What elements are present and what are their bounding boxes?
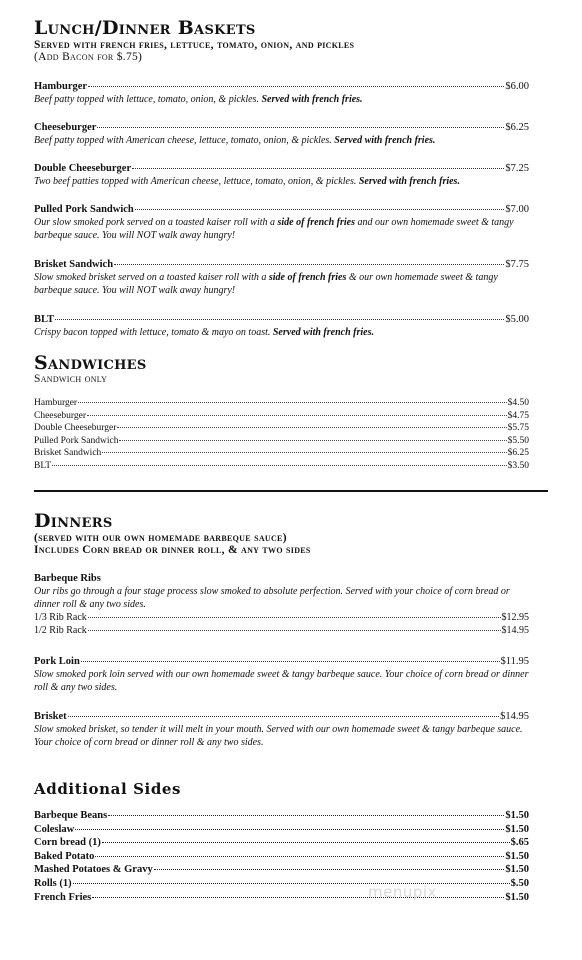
item-price: $7.25 (505, 163, 529, 174)
sandwiches-list (34, 397, 529, 473)
basket-item-hamburger (34, 80, 529, 106)
item-description: Beef patty topped with American cheese, lettuce, tomato, onion, & pickles. Served with french fries. (34, 135, 436, 146)
dinners-subtitle: (served with our own homemade barbeque sauce) (34, 532, 287, 544)
dinner-item-ribs (34, 572, 529, 637)
item-name: Hamburger (34, 81, 88, 92)
item-description: Slow smoked brisket served on a toasted kaiser roll with a side of french fries & our own homemade sweet & tangy barbeque sauce. You will NOT walk away hungry! (34, 272, 498, 296)
list-item: French Fries $1.50 (34, 891, 529, 903)
list-item: BLT $3.50 (34, 460, 529, 471)
basket-item-blt (34, 313, 529, 339)
sandwiches-title: Sandwiches (34, 352, 147, 374)
sandwiches-subtitle: Sandwich only (34, 373, 108, 385)
item-description: Beef patty topped with lettuce, tomato, onion, & pickles. Served with french fries. (34, 94, 363, 105)
item-description: Two beef patties topped with American cheese, lettuce, tomato, onion, & pickles. Served with french fries. (34, 176, 460, 187)
leader-dots (132, 168, 504, 169)
leader-dots (55, 319, 504, 320)
item-name: Cheeseburger (34, 122, 97, 133)
rib-option: 1/2 Rib Rack $14.95 (34, 625, 529, 636)
sides-section (34, 779, 529, 799)
item-description: Our slow smoked pork served on a toasted kaiser roll with a side of french fries and our own homemade sweet & tangy barbeque sauce. You will NOT walk away hungry! (34, 217, 514, 241)
item-name: Pulled Pork Sandwich (34, 204, 134, 215)
dinner-item-pork-loin (34, 655, 529, 694)
item-price: $6.00 (505, 81, 529, 92)
item-name: Double Cheeseburger (34, 163, 132, 174)
sandwiches-section (34, 353, 529, 385)
leader-dots (68, 716, 499, 717)
list-item: Brisket Sandwich $6.25 (34, 448, 529, 459)
item-price: $11.95 (500, 656, 529, 667)
list-item: Corn bread (1) $.65 (34, 837, 529, 849)
list-item: Baked Potato $1.50 (34, 850, 529, 862)
list-item: Rolls (1) $.50 (34, 877, 529, 889)
dinners-section (34, 511, 529, 556)
item-name: Pork Loin (34, 656, 80, 667)
section-divider (34, 490, 548, 492)
dinners-includes: Includes Corn bread or dinner roll, & any two sides (34, 544, 311, 556)
item-name: Brisket Sandwich (34, 259, 114, 270)
leader-dots (97, 127, 504, 128)
dinner-item-brisket (34, 710, 529, 749)
baskets-section (34, 18, 529, 63)
rib-option: 1/3 Rib Rack $12.95 (34, 612, 529, 623)
item-description: Our ribs go through a four stage process slow smoked to absolute perfection. Served with your choice of corn bread or dinner roll & any two sides. (34, 586, 510, 610)
leader-dots (135, 209, 505, 210)
item-price: $14.95 (500, 711, 529, 722)
leader-dots (114, 264, 504, 265)
leader-dots (81, 661, 500, 662)
basket-item-brisket-sandwich (34, 258, 529, 297)
sides-title: Additional Sides (34, 780, 182, 798)
dinners-title: Dinners (34, 510, 113, 532)
item-price: $7.00 (505, 204, 529, 215)
item-name: BLT (34, 314, 55, 325)
item-description: Slow smoked brisket, so tender it will melt in your mouth. Served with our own homemade sweet & tangy barbeque sauce. Your choice of corn bread or dinner roll & any two sides. (34, 724, 523, 748)
item-price: $6.25 (505, 122, 529, 133)
item-name: Brisket (34, 711, 67, 722)
basket-item-cheeseburger (34, 121, 529, 147)
basket-item-double-cheeseburger (34, 162, 529, 188)
item-price: $5.00 (505, 314, 529, 325)
item-description: Slow smoked pork loin served with our own homemade sweet & tangy barbeque sauce. Your choice of corn bread or dinner roll & any two sides. (34, 669, 529, 693)
baskets-bacon-note: (Add Bacon for $.75) (34, 51, 143, 63)
basket-item-pulled-pork (34, 203, 529, 242)
item-description: Crispy bacon topped with lettuce, tomato & mayo on toast. Served with french fries. (34, 327, 374, 338)
baskets-title: Lunch/Dinner Baskets (34, 17, 256, 39)
list-item: Pulled Pork Sandwich $5.50 (34, 435, 529, 446)
watermark: menupix (368, 883, 437, 901)
list-item: Hamburger $4.50 (34, 398, 529, 408)
list-item: Mashed Potatoes & Gravy $1.50 (34, 864, 529, 876)
baskets-subtitle: Served with french fries, lettuce, tomato, onion, and pickles (34, 39, 355, 51)
list-item: Cheeseburger $4.75 (34, 410, 529, 421)
list-item: Double Cheeseburger $5.75 (34, 423, 529, 434)
list-item: Coleslaw $1.50 (34, 823, 529, 835)
list-item: Barbeque Beans $1.50 (34, 810, 529, 821)
leader-dots (88, 86, 504, 87)
sides-list (34, 809, 529, 904)
item-name: Barbeque Ribs (34, 573, 101, 584)
item-price: $7.75 (505, 259, 529, 270)
